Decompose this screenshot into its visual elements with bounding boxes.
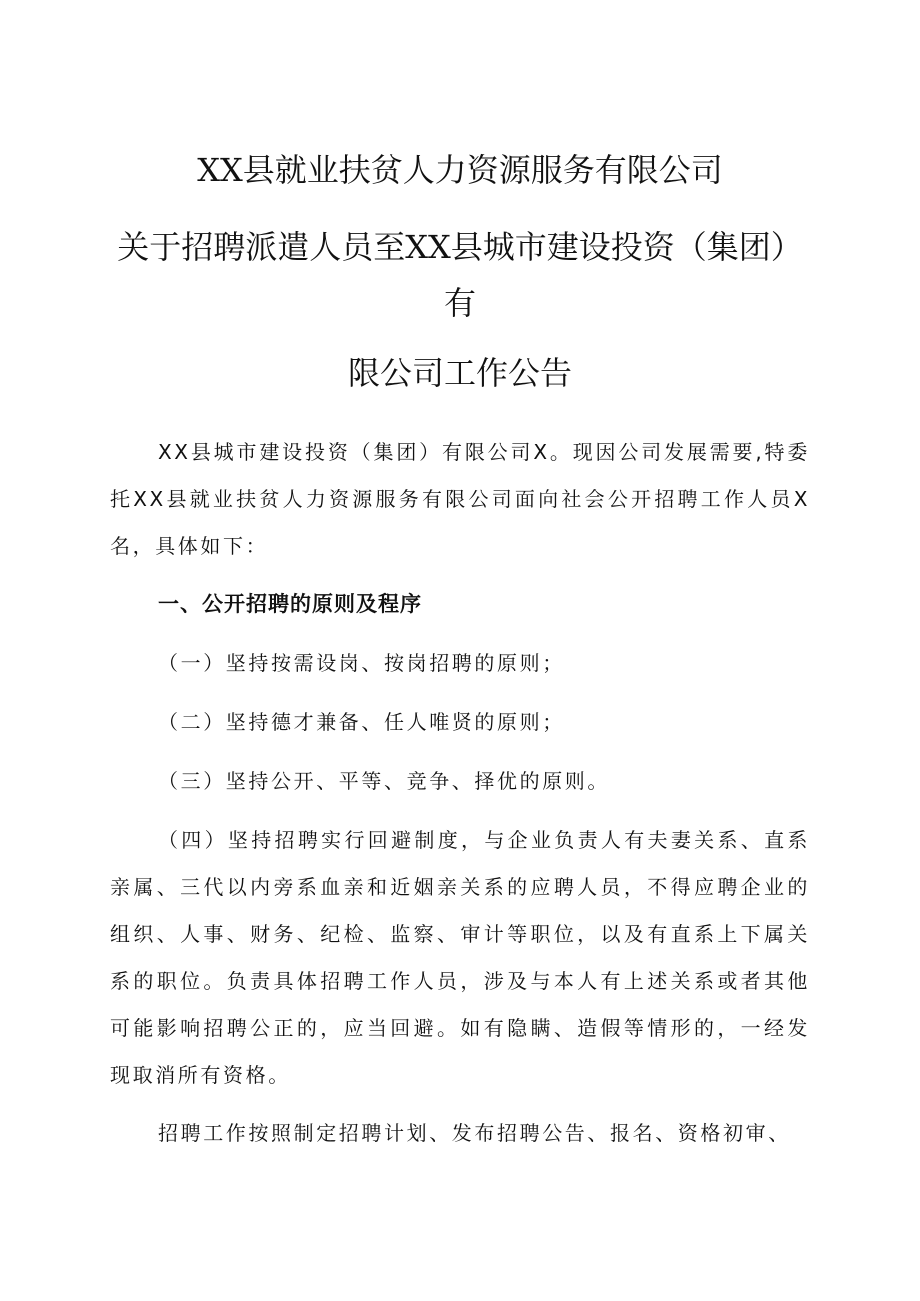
principle-item-1: （一）坚持按需设岗、按岗招聘的原则；: [158, 651, 565, 675]
document-body: [110, 429, 810, 1168]
principle-item-4: （四）坚持招聘实行回避制度，与企业负责人有夫妻关系、直系亲属、三代以内旁系血亲和近姻亲关系的应聘人员，不得应聘企业的组织、人事、财务、纪检、监察、审计等职位，以及有直系上下属关系的职位。负责具体招聘工作人员，涉及与本人有上述关系或者其他可能影响招聘公正的，应当回避。如有隐瞒、造假等情形的，一经发现取消所有资格。: [110, 828, 810, 1087]
section-1-heading: 一、公开招聘的原则及程序: [158, 592, 422, 616]
procedure-paragraph: 招聘工作按照制定招聘计划、发布招聘公告、报名、资格初审、: [158, 1121, 791, 1145]
intro-paragraph: XX县城市建设投资（集团）有限公司X。现因公司发展需要,特委托XX县就业扶贫人力资源服务有限公司面向社会公开招聘工作人员X名，具体如下：: [110, 440, 810, 558]
title-line-2: 关于招聘派遣人员至XX县城市建设投资（集团）: [117, 228, 803, 266]
title-line-4: 限公司工作公告: [347, 354, 572, 392]
title-line-3: 有: [443, 284, 476, 322]
title-line-1: XX县就业扶贫人力资源服务有限公司: [197, 151, 723, 189]
document-title: [0, 148, 920, 395]
principle-item-2: （二）坚持德才兼备、任人唯贤的原则；: [158, 710, 565, 734]
principle-item-3: （三）坚持公开、平等、竞争、择优的原则。: [158, 769, 610, 793]
